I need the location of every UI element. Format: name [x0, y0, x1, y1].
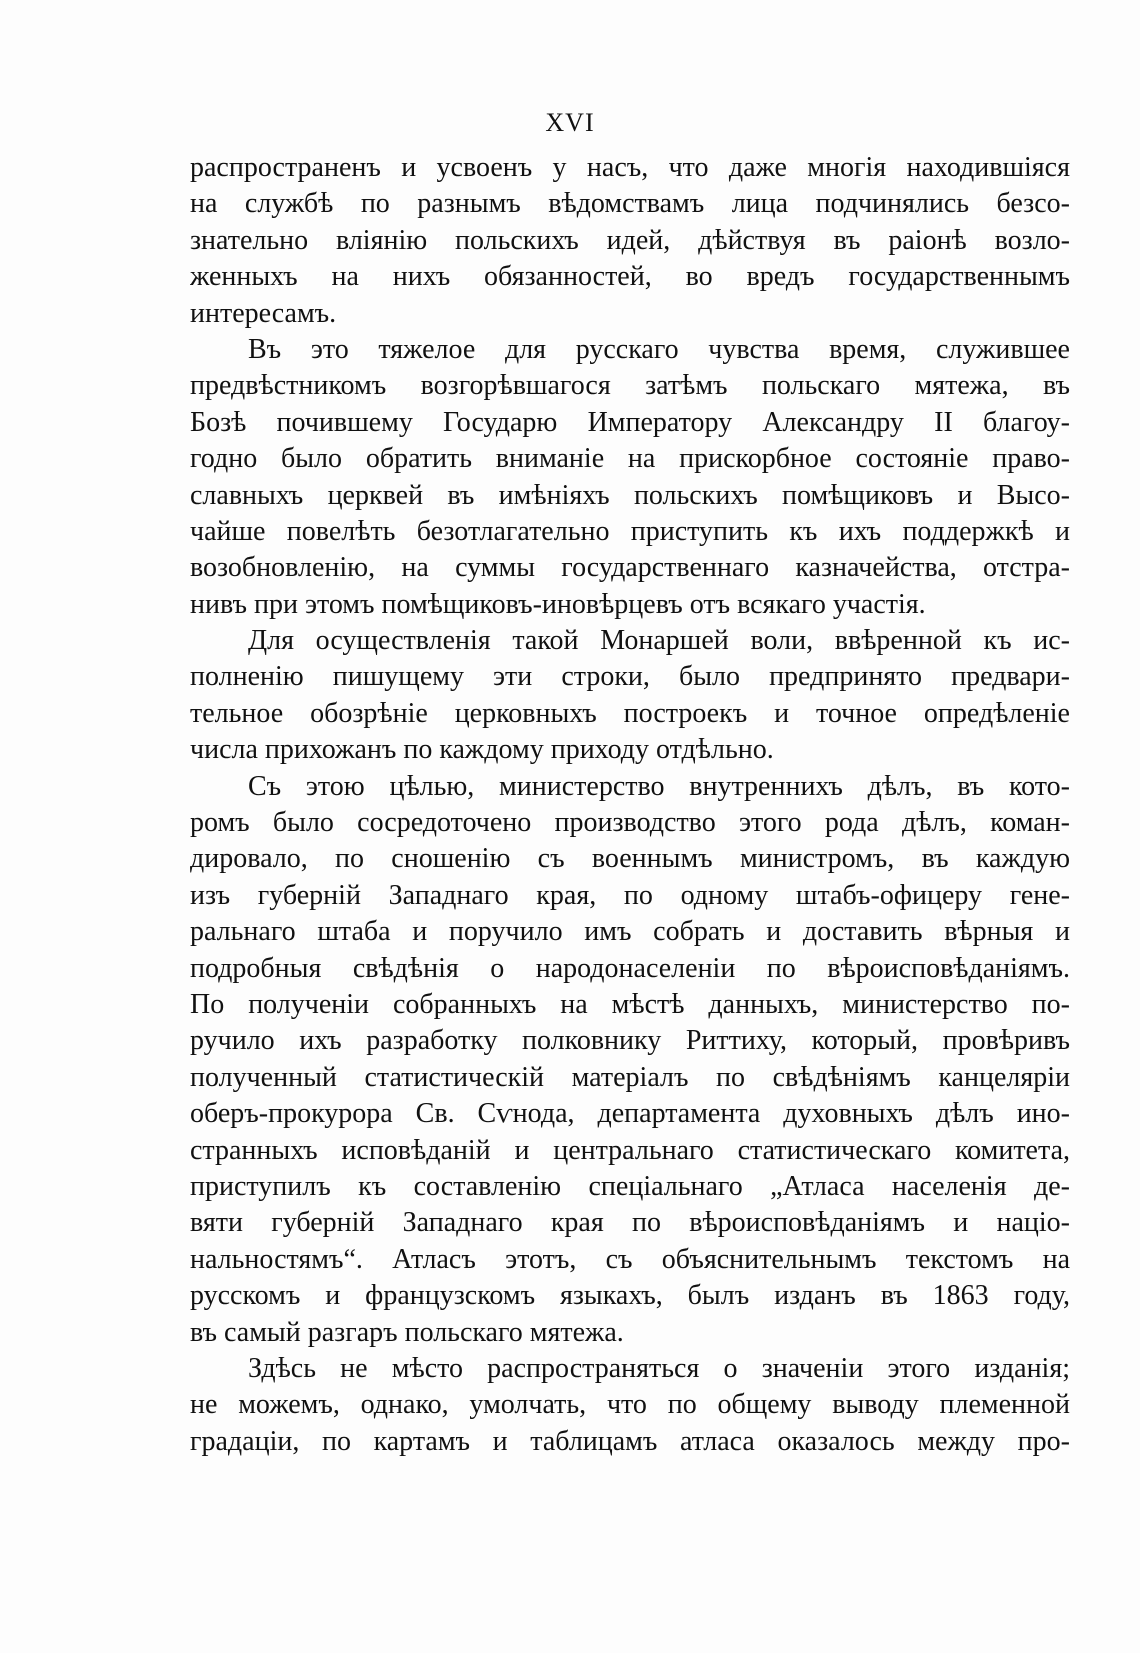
- body-text: [190, 150, 1070, 1460]
- text-line: славныхъ церквей въ имѣніяхъ польскихъ помѣщиковъ и Высо-: [190, 479, 1070, 511]
- text-line: распространенъ и усвоенъ у насъ, что даже многія находившіяся: [190, 152, 1070, 183]
- text-line: странныхъ исповѣданій и центральнаго статистическаго комитета,: [190, 1134, 1070, 1166]
- text-line: знательно вліянію польскихъ идей, дѣйствуя въ раіонѣ возло-: [190, 224, 1070, 256]
- paragraph: [190, 623, 1070, 769]
- text-line: ральнаго штаба и поручило имъ собрать и доставить вѣрныя и: [190, 916, 1070, 948]
- text-line: не можемъ, однако, умолчать, что по общему выводу племенной: [190, 1389, 1070, 1421]
- text-line: По полученіи собранныхъ на мѣстѣ данныхъ, министерство по-: [190, 988, 1070, 1020]
- text-line: градаціи, по картамъ и таблицамъ атласа оказалось между про-: [190, 1425, 1070, 1457]
- text-line: числа прихожанъ по каждому приходу отдѣльно.: [190, 734, 774, 766]
- paragraph: [190, 150, 1070, 332]
- text-line: тельное обозрѣніе церковныхъ построекъ и точное опредѣленіе: [190, 697, 1070, 729]
- text-line: интересамъ.: [190, 297, 337, 329]
- text-line: ручило ихъ разработку полковнику Риттиху, который, провѣривъ: [190, 1025, 1070, 1057]
- text-line: нальностямъ“. Атласъ этотъ, съ объяснительнымъ текстомъ на: [190, 1243, 1070, 1275]
- text-line: подробныя свѣдѣнія о народонаселеніи по вѣроисповѣданіямъ.: [190, 952, 1070, 984]
- text-line: русскомъ и французскомъ языкахъ, былъ изданъ въ 1863 году,: [190, 1280, 1070, 1312]
- text-line: Бозѣ почившему Государю Императору Александру II благоу-: [190, 406, 1070, 438]
- text-line: годно было обратить вниманіе на прискорбное состояніе право-: [190, 443, 1070, 475]
- text-line: Въ это тяжелое для русскаго чувства время, служившее: [248, 333, 1070, 365]
- text-line: женныхъ на нихъ обязанностей, во вредъ государственнымъ: [190, 261, 1070, 293]
- text-line: предвѣстникомъ возгорѣвшагося затѣмъ польскаго мятежа, въ: [190, 370, 1070, 402]
- text-line: въ самый разгаръ польскаго мятежа.: [190, 1316, 624, 1348]
- paragraph: [190, 332, 1070, 623]
- text-line: полученный статистическій матеріалъ по свѣдѣніямъ канцеляріи: [190, 1061, 1070, 1093]
- text-line: на службѣ по разнымъ вѣдомствамъ лица подчинялись безсо-: [190, 188, 1070, 220]
- text-line: вяти губерній Западнаго края по вѣроисповѣданіямъ и націо-: [190, 1207, 1070, 1239]
- text-line: ромъ было сосредоточено производство этого рода дѣлъ, коман-: [190, 807, 1070, 839]
- text-line: Съ этою цѣлью, министерство внутреннихъ дѣлъ, въ кото-: [248, 770, 1070, 802]
- text-line: чайше повелѣть безотлагательно приступить къ ихъ поддержкѣ и: [190, 515, 1070, 547]
- text-line: изъ губерній Западнаго края, по одному штабъ-офицеру гене-: [190, 879, 1070, 911]
- paragraph: [190, 769, 1070, 1351]
- text-line: оберъ-прокурора Св. Сѵнода, департамента духовныхъ дѣлъ ино-: [190, 1098, 1070, 1130]
- text-line: Здѣсь не мѣсто распространяться о значеніи этого изданія;: [248, 1352, 1070, 1384]
- text-line: возобновленію, на суммы государственнаго казначейства, отстра-: [190, 552, 1070, 584]
- text-line: полненію пишущему эти строки, было предпринято предвари-: [190, 661, 1070, 693]
- text-line: нивъ при этомъ помѣщиковъ-иновѣрцевъ отъ всякаго участія.: [190, 588, 926, 620]
- text-line: приступилъ къ составленію спеціальнаго „Атласа населенія де-: [190, 1170, 1070, 1202]
- text-line: дировало, по сношенію съ военнымъ министромъ, въ каждую: [190, 843, 1070, 875]
- paragraph: [190, 1351, 1070, 1460]
- page-number: XVI: [545, 108, 595, 137]
- text-line: Для осуществленія такой Монаршей воли, ввѣренной къ ис-: [248, 625, 1070, 657]
